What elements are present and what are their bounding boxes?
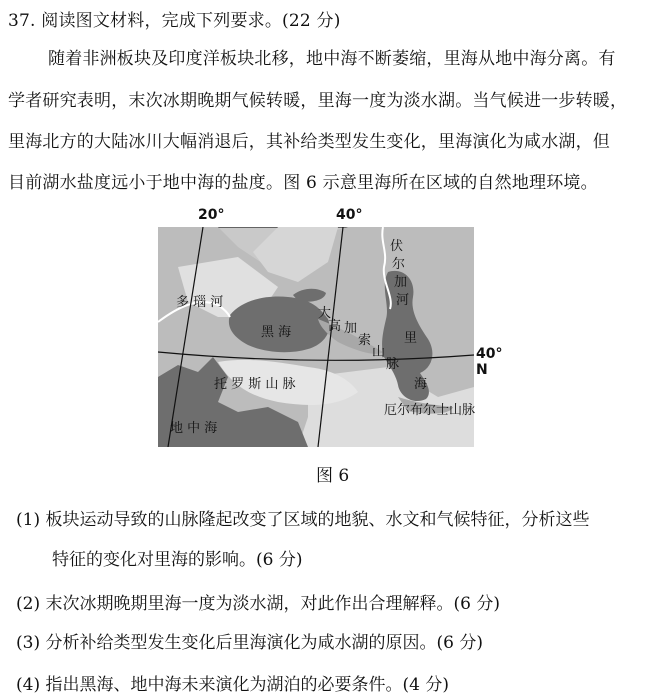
subquestion-4: (4) 指出黑海、地中海未来演化为湖泊的必要条件。(4 分) xyxy=(16,675,449,695)
longitude-40-label: 40° xyxy=(336,207,363,223)
figure-caption: 图 6 xyxy=(316,466,350,486)
mediterranean-label: 地 中 海 xyxy=(170,421,218,436)
caucasus-label-6: 脉 xyxy=(386,357,400,372)
figure-6-map xyxy=(158,205,503,450)
danube-label: 多 瑙 河 xyxy=(176,295,224,310)
longitude-20-label: 20° xyxy=(198,207,225,223)
question-header: 37. 阅读图文材料，完成下列要求。(22 分) xyxy=(8,11,341,31)
black-sea-label: 黑 海 xyxy=(261,325,292,340)
caucasus-label-3: 加 xyxy=(344,321,358,336)
volga-label-4: 河 xyxy=(396,293,410,308)
volga-label-1: 伏 xyxy=(390,239,404,254)
elburz-label: 厄尔布尔士山脉 xyxy=(384,403,476,418)
material-line-1: 随着非洲板块及印度洋板块北移，地中海不断萎缩，里海从地中海分离。有 xyxy=(48,49,616,69)
material-line-3: 里海北方的大陆冰川大幅消退后，其补给类型发生变化，里海演化为咸水湖，但 xyxy=(8,132,610,152)
material-line-4: 目前湖水盐度远小于地中海的盐度。图 6 示意里海所在区域的自然地理环境。 xyxy=(8,173,598,193)
caspian-label-2: 海 xyxy=(414,377,428,392)
caucasus-label-4: 索 xyxy=(358,333,372,348)
subquestion-3: (3) 分析补给类型发生变化后里海演化为咸水湖的原因。(6 分) xyxy=(16,633,483,653)
subquestion-1-line-2: 特征的变化对里海的影响。(6 分) xyxy=(52,550,303,570)
caspian-label-1: 里 xyxy=(404,331,418,346)
subquestion-2: (2) 末次冰期晚期里海一度为淡水湖，对此作出合理解释。(6 分) xyxy=(16,594,500,614)
caucasus-label-2: 高 xyxy=(328,319,342,334)
latitude-40n-label: 40° N xyxy=(476,346,503,378)
taurus-label: 托 罗 斯 山 脉 xyxy=(214,377,296,392)
material-line-2: 学者研究表明，末次冰期晚期气候转暖，里海一度为淡水湖。当气候进一步转暖， xyxy=(8,91,628,111)
caucasus-label-1: 大 xyxy=(318,306,332,321)
volga-label-2: 尔 xyxy=(392,257,406,272)
subquestion-1-line-1: (1) 板块运动导致的山脉隆起改变了区域的地貌、水文和气候特征，分析这些 xyxy=(16,510,590,530)
caucasus-label-5: 山 xyxy=(372,345,386,360)
volga-label-3: 加 xyxy=(394,275,408,290)
